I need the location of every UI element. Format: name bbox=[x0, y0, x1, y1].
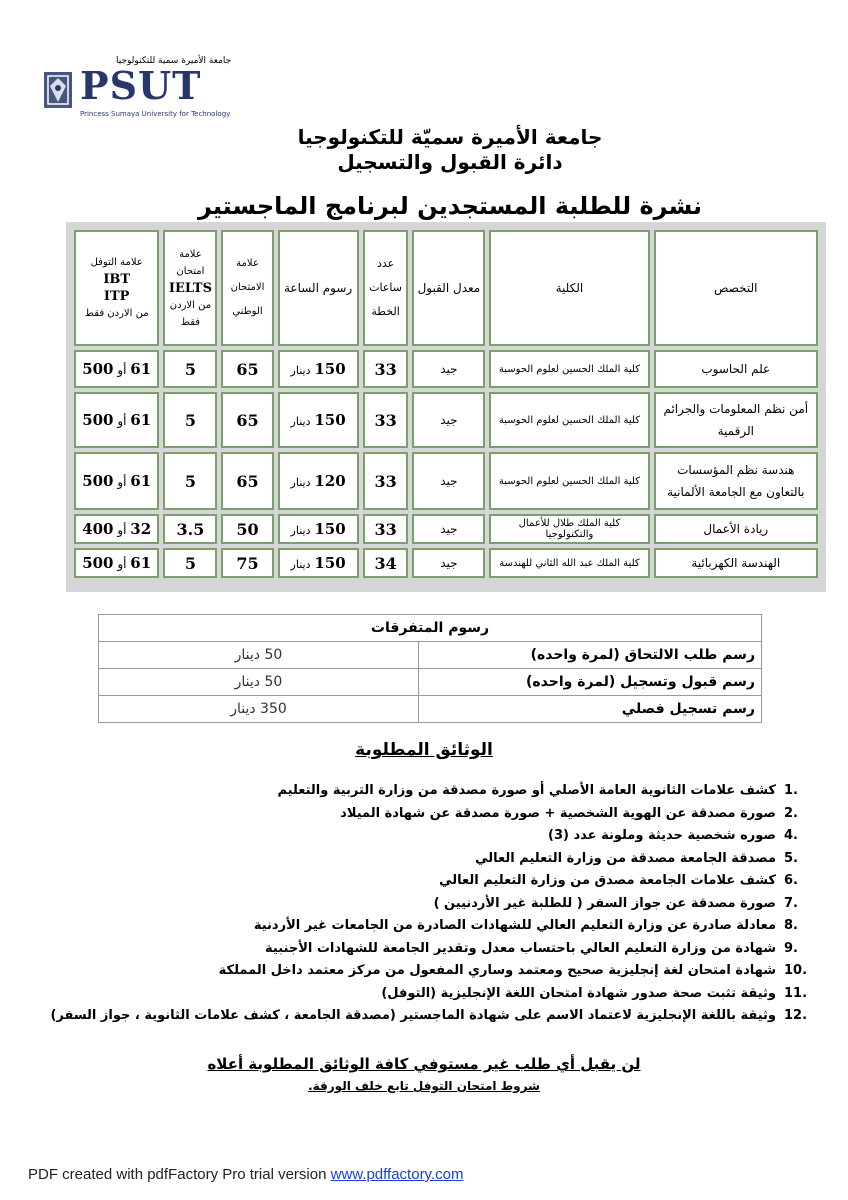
cell-national-exam: 65 bbox=[221, 452, 273, 510]
cell-specialization: ريادة الأعمال bbox=[654, 514, 818, 544]
item-number: 5. bbox=[784, 850, 798, 866]
item-number: 11. bbox=[784, 985, 808, 1001]
department-title: دائرة القبول والتسجيل bbox=[337, 150, 563, 174]
item-text: كشف علامات الثانوية العامة الأصلي أو صورة مصدقة من وزارة التربية والتعليم bbox=[277, 783, 776, 798]
table-row bbox=[74, 548, 818, 578]
list-item bbox=[90, 803, 810, 826]
cell-grade: جيد bbox=[412, 514, 485, 544]
fee-unit: دينار bbox=[290, 558, 311, 571]
list-item bbox=[90, 915, 810, 938]
cell-specialization: الهندسة الكهربائية bbox=[654, 548, 818, 578]
cell-grade: جيد bbox=[412, 350, 485, 388]
item-text: وثيقة تثبت صحة صدور شهادة امتحان اللغة الإنجليزية (التوفل) bbox=[381, 985, 776, 1001]
table-row bbox=[99, 696, 762, 723]
list-item bbox=[90, 825, 810, 848]
toefl-or: أو bbox=[117, 475, 127, 489]
programs-table-frame bbox=[66, 222, 826, 592]
list-item bbox=[90, 983, 810, 1006]
cell-grade: جيد bbox=[412, 452, 485, 510]
header-toefl-line4: من الاردن فقط bbox=[84, 308, 149, 319]
logo-english-name: Princess Sumaya University for Technology bbox=[80, 110, 231, 118]
toefl-or: أو bbox=[117, 557, 127, 571]
header-credit-hours: عدد ساعات الخطة bbox=[363, 230, 409, 346]
list-item bbox=[90, 960, 810, 983]
fee-label: رسم طلب الالتحاق (لمرة واحده) bbox=[419, 642, 762, 669]
item-number: 7. bbox=[784, 895, 798, 911]
table-header-row bbox=[74, 230, 818, 346]
fee-unit: دينار bbox=[290, 364, 311, 377]
fee-label: رسم تسجيل فصلي bbox=[419, 696, 762, 723]
cell-toefl bbox=[74, 548, 159, 578]
cell-ielts: 5 bbox=[163, 452, 217, 510]
table-row bbox=[99, 669, 762, 696]
toefl-or: أو bbox=[117, 363, 127, 377]
fee-amount: 150 bbox=[314, 411, 346, 429]
programs-table bbox=[70, 226, 822, 582]
cell-fee bbox=[278, 514, 359, 544]
documents-title: الوثائق المطلوبة bbox=[355, 740, 493, 760]
cell-hours: 34 bbox=[363, 548, 409, 578]
item-number: 6. bbox=[784, 873, 798, 888]
list-item bbox=[90, 780, 810, 803]
university-logo bbox=[40, 56, 232, 124]
cell-fee bbox=[278, 548, 359, 578]
cell-national-exam: 50 bbox=[221, 514, 273, 544]
fee-value: 350 دينار bbox=[99, 696, 419, 723]
cell-ielts: 5 bbox=[163, 392, 217, 448]
fee-amount: 150 bbox=[314, 554, 346, 572]
toefl-ibt: 61 bbox=[130, 360, 152, 378]
header-faculty: الكلية bbox=[489, 230, 649, 346]
table-row bbox=[74, 350, 818, 388]
fees-title: رسوم المتفرقات bbox=[99, 615, 762, 642]
item-number: 9. bbox=[784, 940, 798, 956]
item-number: 2. bbox=[784, 805, 798, 821]
university-title: جامعة الأميرة سميّة للتكنولوجيا bbox=[297, 125, 603, 149]
cell-toefl bbox=[74, 350, 159, 388]
item-number: 10. bbox=[784, 963, 808, 978]
page-title: نشرة للطلبة المستجدين لبرنامج الماجستير bbox=[197, 192, 703, 220]
cell-toefl bbox=[74, 514, 159, 544]
fee-amount: 150 bbox=[314, 520, 346, 538]
header-hour-fee: رسوم الساعة bbox=[278, 230, 359, 346]
item-number: 12. bbox=[784, 1008, 808, 1023]
toefl-or: أو bbox=[117, 523, 127, 537]
logo-short-name: PSUT bbox=[80, 63, 202, 108]
footer bbox=[28, 1166, 463, 1183]
item-text: صوره شخصية حديثة وملونة عدد (3) bbox=[548, 828, 776, 843]
fee-value: 50 دينار bbox=[99, 669, 419, 696]
item-text: وثيقة باللغة الإنجليزية لاعتماد الاسم على شهادة الماجستير (مصدقة الجامعة ، كشف علامات الثانوية ، جواز السفر) bbox=[50, 1008, 776, 1023]
header-ielts-line1: علامة امتحان bbox=[176, 248, 205, 277]
cell-national-exam: 65 bbox=[221, 392, 273, 448]
list-item bbox=[90, 893, 810, 916]
cell-grade: جيد bbox=[412, 548, 485, 578]
cell-hours: 33 bbox=[363, 452, 409, 510]
item-number: 8. bbox=[784, 918, 798, 933]
header-toefl bbox=[74, 230, 159, 346]
cell-hours: 33 bbox=[363, 514, 409, 544]
fee-amount: 120 bbox=[314, 472, 346, 490]
item-number: 1. bbox=[784, 783, 798, 798]
fee-amount: 150 bbox=[314, 360, 346, 378]
cell-national-exam: 75 bbox=[221, 548, 273, 578]
toefl-ibt: 32 bbox=[130, 520, 152, 538]
cell-ielts: 5 bbox=[163, 548, 217, 578]
header-ielts-line3: من الاردن فقط bbox=[169, 299, 212, 328]
header-ielts bbox=[163, 230, 217, 346]
item-text: صورة مصدقة عن جواز السفر ( للطلبة غير الأردنيين ) bbox=[433, 895, 776, 911]
documents-list bbox=[50, 780, 810, 1028]
list-item bbox=[90, 870, 810, 893]
header-ielts-line2: IELTS bbox=[168, 280, 212, 296]
table-row bbox=[74, 452, 818, 510]
item-text: صورة مصدقة عن الهوية الشخصية + صورة مصدقة عن شهادة الميلاد bbox=[340, 805, 776, 821]
cell-faculty: كلية الملك الحسين لعلوم الحوسبة bbox=[489, 452, 649, 510]
list-item bbox=[50, 1005, 810, 1028]
cell-fee bbox=[278, 392, 359, 448]
cell-ielts: 3.5 bbox=[163, 514, 217, 544]
cell-faculty: كلية الملك الحسين لعلوم الحوسبة bbox=[489, 392, 649, 448]
toefl-ibt: 61 bbox=[130, 554, 152, 572]
fee-unit: دينار bbox=[290, 415, 311, 428]
item-text: مصدقة الجامعة مصدقة من وزارة التعليم العالي bbox=[475, 850, 776, 866]
fee-label: رسم قبول وتسجيل (لمرة واحده) bbox=[419, 669, 762, 696]
item-text: شهادة من وزارة التعليم العالي باحتساب معدل وتقدير الجامعة للشهادات الأجنبية bbox=[265, 940, 776, 956]
toefl-itp: 500 bbox=[82, 472, 114, 490]
cell-fee bbox=[278, 452, 359, 510]
table-row bbox=[74, 392, 818, 448]
toefl-ibt: 61 bbox=[130, 472, 152, 490]
fees-table bbox=[98, 614, 762, 723]
requirement-note: لن يقبل أي طلب غير مستوفي كافة الوثائق المطلوبة أعلاه bbox=[207, 1055, 641, 1073]
item-text: كشف علامات الجامعة مصدق من وزارة التعليم العالي bbox=[439, 873, 776, 888]
cell-specialization: أمن نظم المعلومات والجرائم الرقمية bbox=[654, 392, 818, 448]
cell-hours: 33 bbox=[363, 392, 409, 448]
list-item bbox=[90, 848, 810, 871]
table-row bbox=[99, 642, 762, 669]
cell-faculty: كلية الملك عبد الله الثاني للهندسة bbox=[489, 548, 649, 578]
cell-specialization: علم الحاسوب bbox=[654, 350, 818, 388]
cell-national-exam: 65 bbox=[221, 350, 273, 388]
toefl-note: شروط امتحان التوفل تابع خلف الورقة. bbox=[308, 1079, 540, 1093]
toefl-itp: 500 bbox=[82, 360, 114, 378]
item-text: شهادة امتحان لغة إنجليزية صحيح ومعتمد وساري المفعول من مركز معتمد داخل المملكة bbox=[218, 963, 776, 978]
toefl-or: أو bbox=[117, 414, 127, 428]
header-specialization: التخصص bbox=[654, 230, 818, 346]
cell-faculty: كلية الملك طلال للأعمال والتكنولوجيا bbox=[489, 514, 649, 544]
fees-header-row bbox=[99, 615, 762, 642]
cell-grade: جيد bbox=[412, 392, 485, 448]
item-number: 4. bbox=[784, 828, 798, 843]
fee-value: 50 دينار bbox=[99, 642, 419, 669]
header-national-exam: علامة الامتحان الوطني bbox=[221, 230, 273, 346]
header-admission-grade: معدل القبول bbox=[412, 230, 485, 346]
toefl-ibt: 61 bbox=[130, 411, 152, 429]
fee-unit: دينار bbox=[290, 476, 311, 489]
cell-specialization: هندسة نظم المؤسسات بالتعاون مع الجامعة الألمانية bbox=[654, 452, 818, 510]
cell-toefl bbox=[74, 392, 159, 448]
toefl-itp: 500 bbox=[82, 554, 114, 572]
cell-hours: 33 bbox=[363, 350, 409, 388]
cell-fee bbox=[278, 350, 359, 388]
cell-faculty: كلية الملك الحسين لعلوم الحوسبة bbox=[489, 350, 649, 388]
fee-unit: دينار bbox=[290, 524, 311, 537]
list-item bbox=[90, 938, 810, 961]
emblem-icon bbox=[40, 66, 76, 112]
footer-text: PDF created with pdfFactory Pro trial version bbox=[28, 1166, 327, 1183]
item-text: معادلة صادرة عن وزارة التعليم العالي للشهادات الصادرة من الجامعات غير الأردنية bbox=[253, 918, 776, 933]
header-toefl-line3: ITP bbox=[103, 289, 130, 304]
logo-arabic-name: جامعة الأميرة سمية للتكنولوجيا bbox=[116, 56, 232, 66]
table-row bbox=[74, 514, 818, 544]
toefl-itp: 400 bbox=[82, 520, 114, 538]
cell-toefl bbox=[74, 452, 159, 510]
toefl-itp: 500 bbox=[82, 411, 114, 429]
cell-ielts: 5 bbox=[163, 350, 217, 388]
header-toefl-line1: علامة التوفل bbox=[90, 257, 143, 268]
header-toefl-line2: IBT bbox=[103, 272, 131, 287]
footer-link[interactable]: www.pdffactory.com bbox=[330, 1166, 464, 1183]
